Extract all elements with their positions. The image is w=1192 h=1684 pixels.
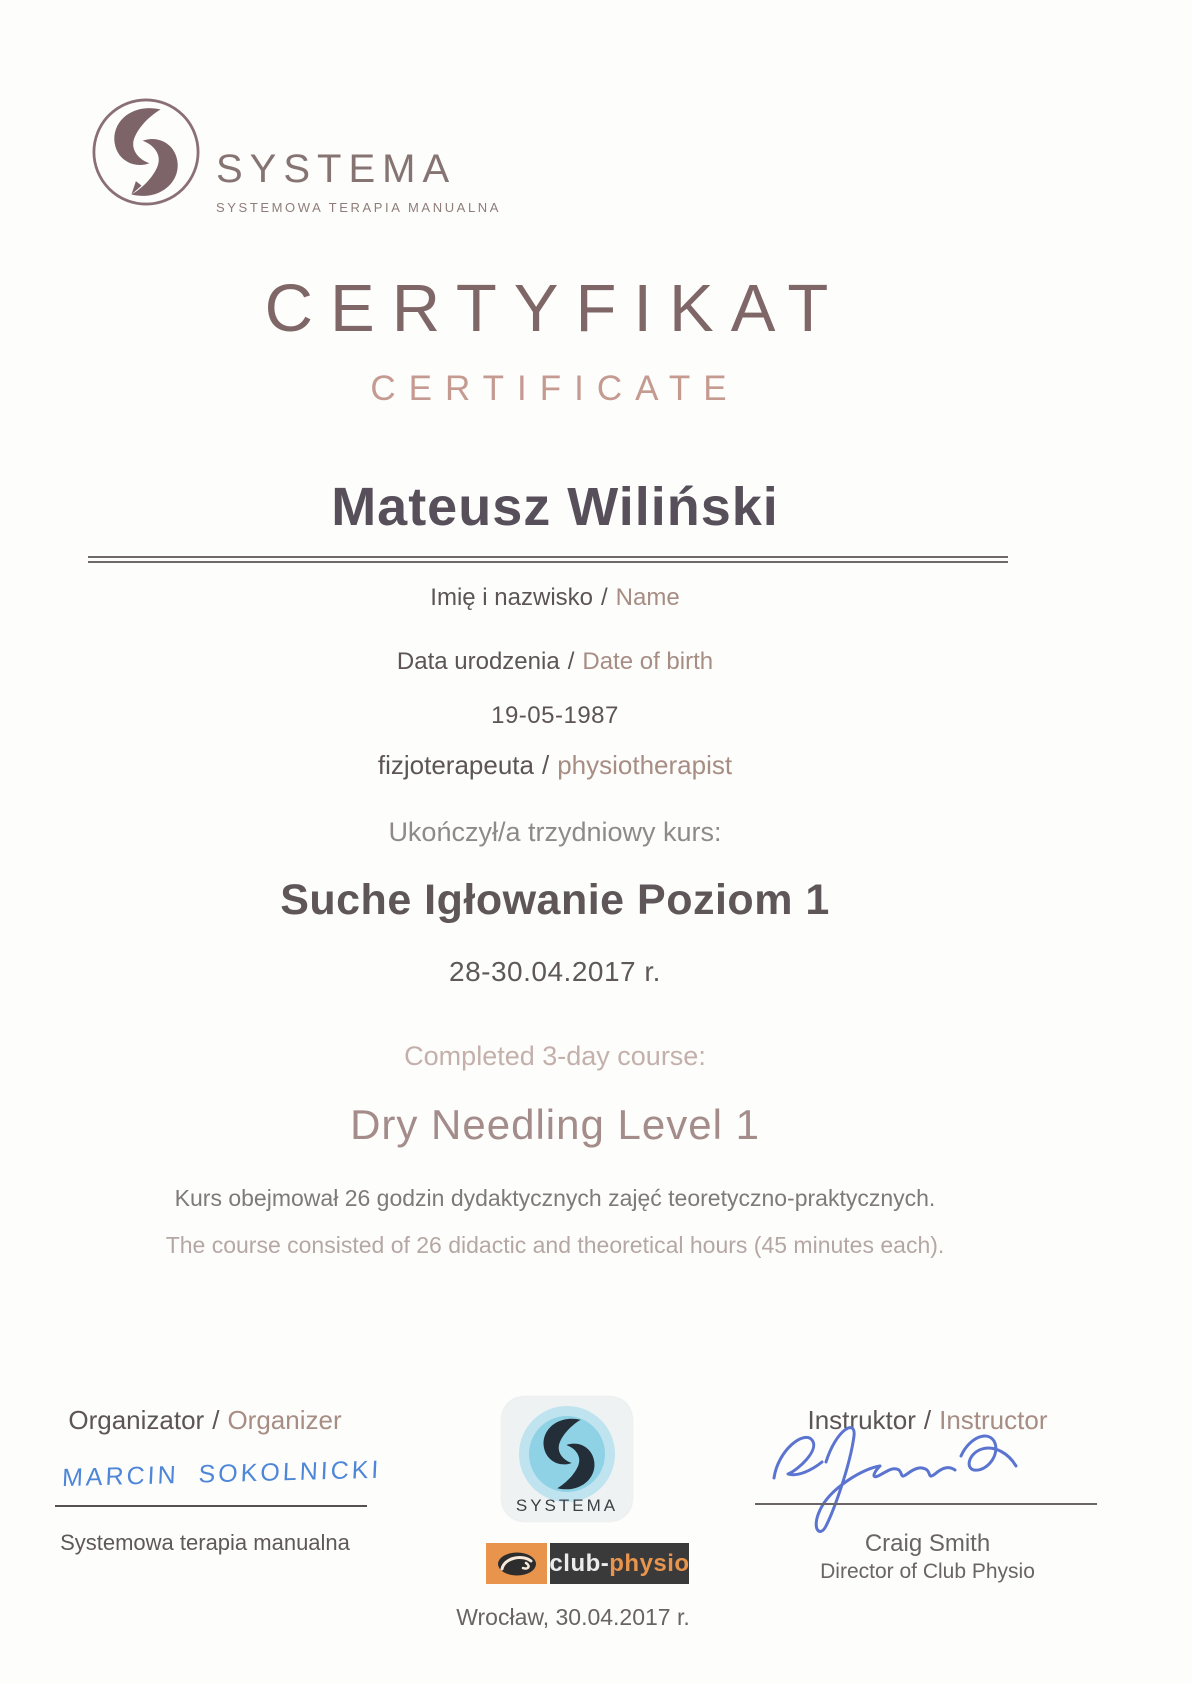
instructor-title: Director of Club Physio — [820, 1560, 1035, 1583]
organizer-name: Systemowa terapia manualna — [60, 1530, 350, 1555]
certificate-title: CERTYFIKAT — [264, 271, 846, 346]
label-separator: / — [601, 584, 608, 611]
organizer-label-pl: Organizator — [68, 1405, 205, 1435]
systema-sticker-icon — [502, 1397, 632, 1521]
dob-label-pl: Data urodzenia — [396, 648, 560, 675]
systema-s-icon — [90, 96, 202, 208]
label-separator: / — [212, 1405, 220, 1435]
label-separator: / — [923, 1405, 932, 1435]
organizer-label — [40, 1406, 370, 1436]
course-dates: 28-30.04.2017 r. — [449, 956, 661, 987]
recipient-name: Mateusz Wiliński — [331, 477, 779, 537]
dob-value: 19-05-1987 — [491, 702, 619, 729]
name-underline — [88, 556, 1008, 563]
label-separator: / — [541, 750, 550, 780]
club-physio-club-text: club- — [549, 1549, 610, 1577]
instructor-label-pl: Instruktor — [807, 1405, 916, 1435]
club-physio-swirl-icon — [495, 1549, 539, 1579]
sticker-brand-text: SYSTEMA — [515, 1496, 619, 1515]
course-details-pl: Kurs obejmował 26 godzin dydaktycznych zajęć teoretyczno-praktycznych. — [174, 1185, 936, 1211]
brand-logo — [90, 96, 501, 216]
name-label-pl: Imię i nazwisko — [430, 584, 593, 611]
brand-tagline: SYSTEMOWA TERAPIA MANUALNA — [216, 200, 502, 215]
certificate-subtitle: CERTIFICATE — [370, 369, 740, 408]
dob-label-en: Date of birth — [582, 648, 714, 675]
course-details-en: The course consisted of 26 didactic and theoretical hours (45 minutes each). — [165, 1232, 945, 1258]
instructor-signature-line — [755, 1503, 1097, 1505]
club-physio-icon — [486, 1543, 547, 1584]
course-title-pl: Suche Igłowanie Poziom 1 — [280, 876, 830, 924]
club-physio-physio-text: physio — [609, 1549, 690, 1577]
instructor-signature-icon — [768, 1414, 1020, 1544]
club-physio-wordmark — [550, 1543, 689, 1584]
course-intro-en: Completed 3-day course: — [404, 1041, 706, 1071]
place-and-date: Wrocław, 30.04.2017 r. — [456, 1604, 690, 1630]
instructor-label-en: Instructor — [939, 1405, 1048, 1435]
club-physio-logo — [486, 1543, 689, 1584]
organizer-signature-line — [55, 1505, 367, 1507]
systema-holographic-sticker — [502, 1397, 632, 1521]
dob-label — [0, 648, 1110, 676]
organizer-signature: MARCIN SOKOLNICKI — [61, 1455, 382, 1493]
course-intro-pl: Ukończył/a trzydniowy kurs: — [388, 817, 722, 847]
profession-pl: fizjoterapeuta — [377, 750, 534, 780]
brand-name: SYSTEMA — [216, 147, 457, 191]
brand-logo-text — [216, 146, 501, 216]
instructor-name: Craig Smith — [864, 1530, 991, 1557]
name-label-en: Name — [615, 584, 680, 611]
name-label — [0, 584, 1110, 612]
profession-en: physiotherapist — [557, 750, 733, 780]
label-separator: / — [567, 648, 575, 675]
course-title-en: Dry Needling Level 1 — [350, 1101, 760, 1148]
organizer-label-en: Organizer — [227, 1405, 342, 1435]
profession-label — [0, 751, 1110, 781]
